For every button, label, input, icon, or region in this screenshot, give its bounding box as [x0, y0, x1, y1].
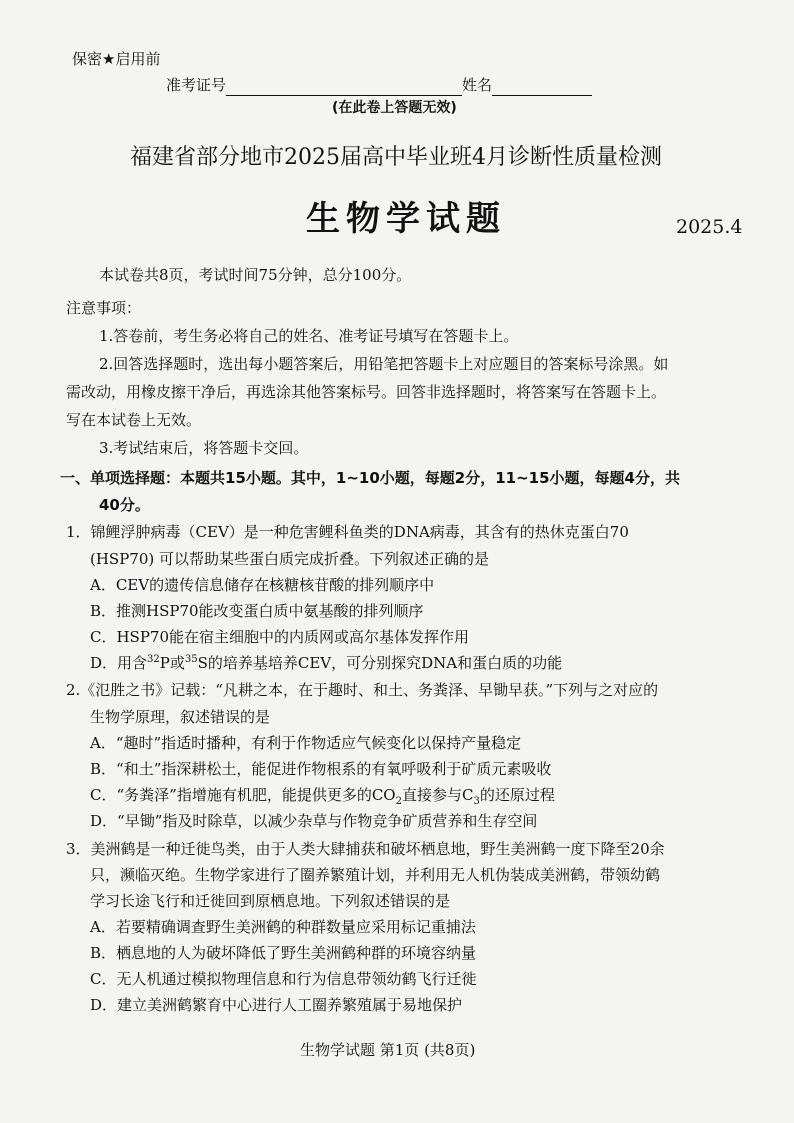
- notes-heading: 注意事项：: [66, 299, 142, 317]
- section-heading-line1: 一、单项选择题：本题共15小题。其中，1~10小题，每题2分，11~15小题，每题4分，共: [60, 469, 680, 487]
- exam-id-row: [166, 74, 592, 96]
- page-footer: 生物学试题 第1页 (共8页): [300, 1041, 476, 1059]
- note-3: 3.考试结束后，将答题卡交回。: [99, 439, 309, 457]
- note-2-line1: 2.回答选择题时，选出每小题答案后，用铅笔把答题卡上对应题目的答案标号涂黑。如: [99, 355, 669, 373]
- exam-date: 2025.4: [676, 216, 743, 238]
- q2-option-b: B．“和土”指深耕松土，能促进作物根系的有氧呼吸利于矿质元素吸收: [90, 760, 552, 778]
- q1-stem-line2: (HSP70) 可以帮助某些蛋白质完成折叠。下列叙述正确的是: [90, 550, 490, 568]
- q3-option-d: D．建立美洲鹤繁育中心进行人工圈养繁殖属于易地保护: [90, 996, 463, 1014]
- section-heading-line2: 40分。: [99, 496, 150, 514]
- q3-option-c: C．无人机通过模拟物理信息和行为信息带领幼鹤飞行迁徙: [90, 970, 477, 988]
- q1-option-b: B．推测HSP70能改变蛋白质中氨基酸的排列顺序: [90, 602, 424, 620]
- q3-stem-line2: 只，濒临灭绝。生物学家进行了圈养繁殖计划，并利用无人机伪装成美洲鹤，带领幼鹤: [90, 866, 661, 884]
- name-label: 姓名: [462, 76, 493, 94]
- q2-option-a: A．“趣时”指适时播种，有利于作物适应气候变化以保持产量稳定: [90, 734, 522, 752]
- exam-info: 本试卷共8页，考试时间75分钟，总分100分。: [99, 266, 412, 284]
- confidential-label: 保密★启用前: [72, 50, 161, 68]
- q2-stem-line1: 2.《氾胜之书》记载：“凡耕之本，在于趣时、和土、务粪泽、早锄早获。”下列与之对应的: [66, 681, 659, 699]
- q2-option-d: D．“早锄”指及时除草，以减少杂草与作物竞争矿质营养和生存空间: [90, 812, 538, 830]
- q3-option-b: B．栖息地的人为破坏降低了野生美洲鹤种群的环境容纳量: [90, 944, 477, 962]
- q1-option-c: C．HSP70能在宿主细胞中的内质网或高尔基体发挥作用: [90, 628, 470, 646]
- note-2-line2: 需改动，用橡皮擦干净后，再选涂其他答案标号。回答非选择题时，将答案写在答题卡上。: [66, 383, 667, 401]
- q2-stem-line2: 生物学原理，叙述错误的是: [90, 708, 271, 726]
- q1-stem-line1: 1．锦鲤浮肿病毒（CEV）是一种危害鲤科鱼类的DNA病毒，其含有的热休克蛋白70: [66, 523, 629, 541]
- note-2-line3: 写在本试卷上无效。: [66, 411, 202, 429]
- q3-option-a: A．若要精确调查野生美洲鹤的种群数量应采用标记重捕法: [90, 918, 476, 936]
- exam-subtitle: 福建省部分地市2025届高中毕业班4月诊断性质量检测: [130, 145, 662, 170]
- note-1: 1.答卷前，考生务必将自己的姓名、准考证号填写在答题卡上。: [99, 327, 519, 345]
- q3-stem-line1: 3．美洲鹤是一种迁徙鸟类，由于人类大肆捕获和破坏栖息地，野生美洲鹤一度下降至20余: [66, 840, 665, 858]
- exam-id-blank: [226, 79, 462, 96]
- q2-option-c: C．“务粪泽”指增施有机肥，能提供更多的$CO_2$直接参与$C_3$的还原过程: [90, 786, 555, 807]
- q3-stem-line3: 学习长途飞行和迁徙回到原栖息地。下列叙述错误的是: [90, 892, 451, 910]
- q1-option-a: A．CEV的遗传信息储存在核糖核苷酸的排列顺序中: [90, 576, 435, 594]
- exam-title: 生物学试题: [306, 199, 506, 239]
- invalid-note: (在此卷上答题无效): [332, 100, 457, 116]
- exam-id-label: 准考证号: [166, 76, 227, 94]
- q1-option-d: D．用含$^{32}$P或$^{35}$S的培养基培养CEV，可分别探究DNA和蛋白质的功能: [90, 654, 563, 672]
- name-blank: [492, 79, 592, 96]
